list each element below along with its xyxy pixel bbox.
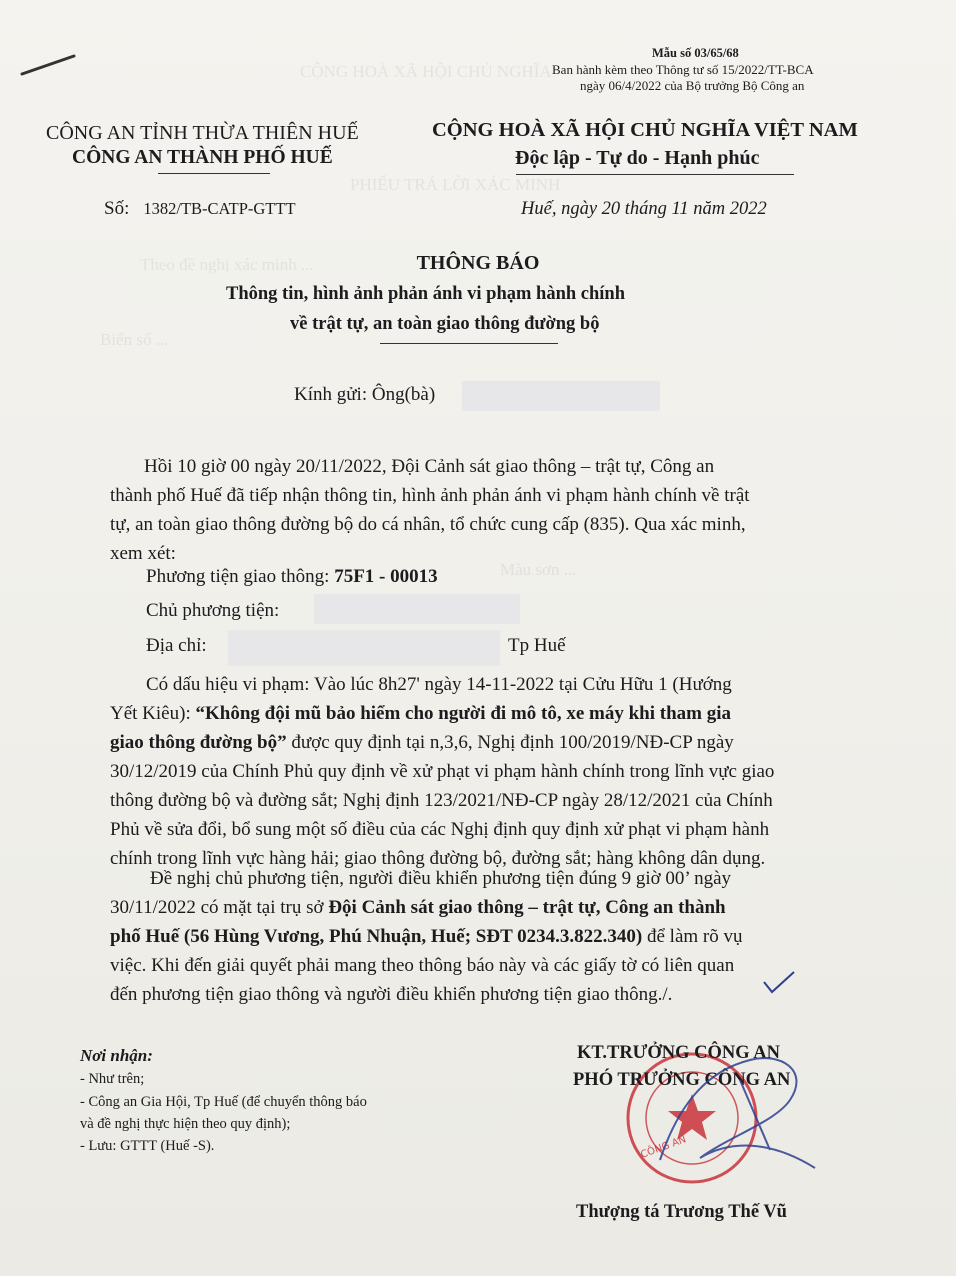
document-title: THÔNG BÁO [416,252,540,274]
text-line: Phủ về sửa đổi, bổ sung một số điều của các Nghị định quy định xử phạt vi phạm hành [110,819,770,840]
show-through-text: CỘNG HOÀ XÃ HỘI CHỦ NGHĨA [300,62,552,81]
pen-mark [18,50,78,80]
text-line: xem xét: [110,543,176,564]
text-line: Có dấu hiệu vi phạm: Vào lúc 8h27' ngày 14-11-2022 tại Cửu Hữu 1 (Hướng [146,674,732,695]
address-label: Địa chỉ: [146,635,207,656]
text-line: chính trong lĩnh vực hàng hải; giao thông đường bộ, đường sắt; hàng không dân dụng. [110,848,766,869]
vehicle-line [146,566,438,588]
text-line: thành phố Huế đã tiếp nhận thông tin, hình ảnh phản ánh vi phạm hành chính về trật [110,485,750,506]
divider [516,174,794,175]
redaction-box [228,630,500,666]
office-name: Đội Cảnh sát giao thông – trật tự, Công an thành [328,897,726,918]
request-paragraph [110,864,743,1009]
text-line [110,728,774,757]
greeting: Kính gửi: Ông(bà) [294,384,436,405]
signature-title: KT.TRƯỞNG CÔNG AN [577,1043,780,1063]
form-number: Mẫu số 03/65/68 [652,46,739,60]
office-address: phố Huế (56 Hùng Vương, Phú Nhuận, Huế; SĐT 0234.3.822.340) [110,926,643,947]
text-span: 30/11/2022 có mặt tại trụ sở [110,897,329,918]
text-line: Hồi 10 giờ 00 ngày 20/11/2022, Đội Cảnh sát giao thông – trật tự, Công an [144,456,715,477]
show-through-text: Theo đề nghị xác minh ... [140,255,314,274]
recipient-item: - Công an Gia Hội, Tp Huế (để chuyển thông báo [80,1094,367,1110]
redaction-box [462,381,660,411]
national-title: CỘNG HOÀ XÃ HỘI CHỦ NGHĨA VIỆT NAM [432,119,858,141]
document-number-label: Số: [104,198,130,219]
divider [380,343,558,344]
show-through-text: Màu sơn ... [500,560,577,579]
text-line: việc. Khi đến giải quyết phải mang theo thông báo này và các giấy tờ có liên quan [110,955,735,976]
text-line: đến phương tiện giao thông và người điều khiển phương tiện giao thông./. [110,984,673,1005]
document-subtitle: Thông tin, hình ảnh phản ánh vi phạm hành chính [226,284,625,304]
agency-parent: CÔNG AN TỈNH THỪA THIÊN HUẾ [46,122,359,144]
violation-description: “Không đội mũ bảo hiểm cho người đi mô tô, xe máy khi tham gia [195,703,732,724]
handwritten-signature [640,1040,840,1180]
recipient-item: - Lưu: GTTT (Huế -S). [80,1138,215,1154]
signature-title: PHÓ TRƯỞNG CÔNG AN [573,1070,791,1090]
handwritten-mark [760,968,800,998]
violation-paragraph [110,670,774,873]
text-line: tự, an toàn giao thông đường bộ do cá nhân, tổ chức cung cấp (835). Qua xác minh, [110,514,746,535]
address-suffix: Tp Huế [508,635,566,656]
recipients-title: Nơi nhận: [80,1046,153,1065]
text-line: Đề nghị chủ phương tiện, người điều khiển phương tiện đúng 9 giờ 00’ ngày [150,868,732,889]
issued-with-line: Ban hành kèm theo Thông tư số 15/2022/TT-BCA [552,62,814,77]
text-span: được quy định tại n,3,6, Nghị định 100/2019/NĐ-CP ngày [286,732,734,753]
issued-with-line: ngày 06/4/2022 của Bộ trưởng Bộ Công an [580,78,805,93]
text-line: 30/12/2019 của Chính Phủ quy định về xử phạt vi phạm hành chính trong lĩnh vực giao [110,761,775,782]
divider [158,173,270,174]
place-date: Huế, ngày 20 tháng 11 năm 2022 [521,199,767,219]
text-line [110,922,743,951]
recipient-item: và đề nghị thực hiện theo quy định); [80,1116,291,1132]
text-line [110,699,774,728]
vehicle-label: Phương tiện giao thông: [146,566,330,587]
text-line: thông đường bộ và đường sắt; Nghị định 123/2021/NĐ-CP ngày 28/12/2021 của Chính [110,790,773,811]
svg-text:CÔNG AN: CÔNG AN [639,1134,688,1161]
intro-paragraph [110,452,750,568]
redaction-box [314,594,520,624]
signer-name: Thượng tá Trương Thế Vũ [576,1202,787,1222]
vehicle-plate: 75F1 - 00013 [334,566,438,587]
agency-name: CÔNG AN THÀNH PHỐ HUẾ [72,147,333,168]
national-motto: Độc lập - Tự do - Hạnh phúc [515,147,760,169]
text-span: Yết Kiêu): [110,703,196,724]
document-number [104,198,296,220]
show-through-text: PHIẾU TRẢ LỜI XÁC MINH [350,175,561,194]
owner-label: Chủ phương tiện: [146,600,280,621]
recipient-item: - Như trên; [80,1071,145,1087]
show-through-text: Biển số ... [100,330,169,349]
document-subtitle: về trật tự, an toàn giao thông đường bộ [290,314,600,334]
text-line [110,893,743,922]
violation-description: giao thông đường bộ” [110,732,287,753]
document-number-value: 1382/TB-CATP-GTTT [143,199,296,218]
text-span: để làm rõ vụ [642,926,743,947]
